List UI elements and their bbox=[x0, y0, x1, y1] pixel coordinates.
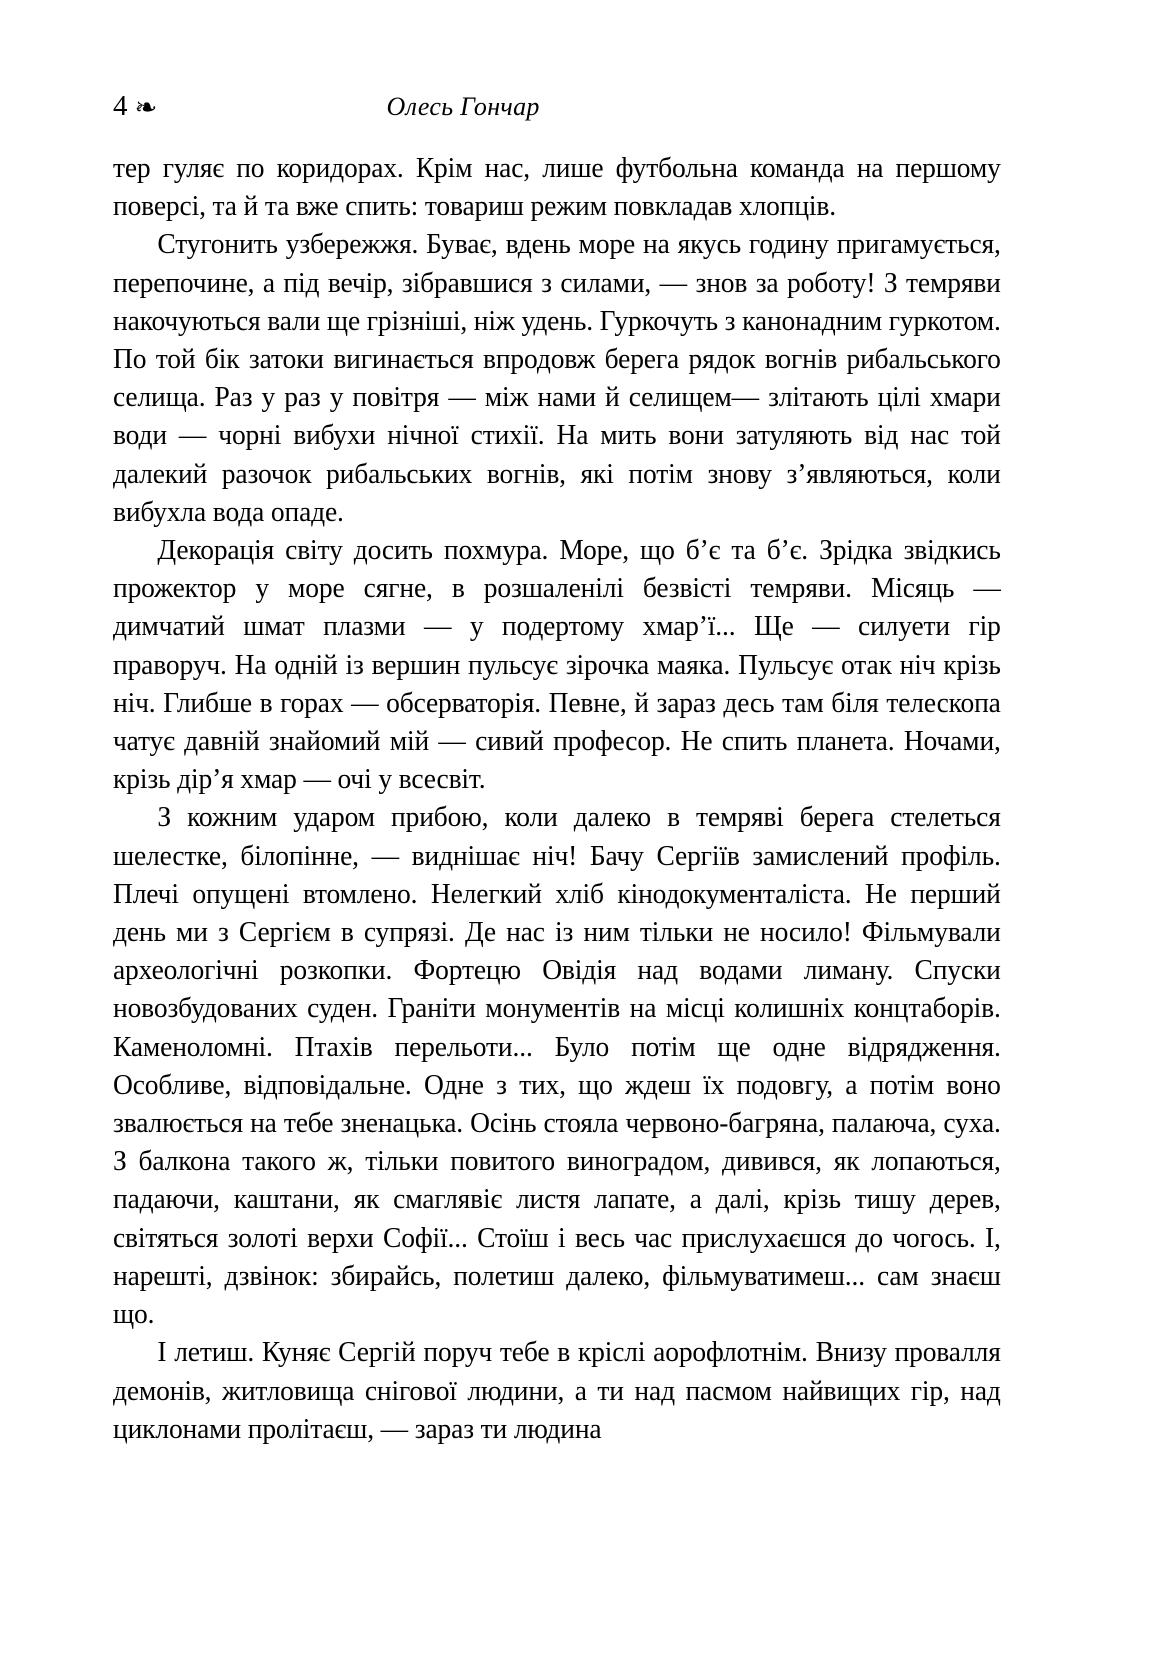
paragraph-text: Декорація світу досить похмура. Море, що б’є та б’є. Зрідка звідкись прожектор у море сягне, в розшаленілі безвісті темряви. Місяць — димчатий шмат плазми — у подертому хмар’ї... Ще — силуети гір праворуч. На одній із вершин пульсує зірочка маяка. Пульсує отак ніч крізь ніч. Глибше в горах — обсерваторія. Певне, й зараз десь там біля телескопа чатує давній знайомий мій — сивий професор. Не спить планета. Ночами, крізь дір’я хмар — очі у всесвіт. bbox=[113, 535, 1001, 796]
folio-group bbox=[113, 92, 156, 121]
paragraph bbox=[113, 150, 1001, 226]
paragraph-text: І летиш. Куняє Сергій поруч тебе в кріслі аорофлотнім. Внизу провалля демонів, житловища снігової людини, а ти над пасмом найвищих гір, над циклонами пролітаєш, — зараз ти людина bbox=[113, 1337, 1001, 1445]
paragraph bbox=[113, 226, 1001, 532]
running-head bbox=[113, 92, 1000, 132]
paragraph-text: Стугонить узбережжя. Буває, вдень море на якусь годину пригамується, перепочине, а під вечір, зібравшися з силами, — знов за роботу! З темряви накочуються вали ще грізніші, ніж удень. Гуркочуть з канонадним гуркотом. По той бік затоки вигинається впродовж берега рядок вогнів рибальського селища. Раз у раз у повітря — між нами й селищем— злітають цілі хмари води — чорні вибухи нічної стихії. На мить вони затуляють від нас той далекий разочок рибальських вогнів, які потім знову з’являються, коли вибухла вода опаде. bbox=[113, 229, 1001, 528]
page-number: 4 bbox=[113, 90, 128, 122]
fleuron-ornament-icon: ❧ bbox=[133, 92, 157, 122]
paragraph-text: тер гуляє по коридорах. Крім нас, лише футбольна команда на першому поверсі, та й та вже спить: товариш режим повкладав хлопців. bbox=[113, 153, 1001, 223]
running-head-author: Олесь Гончар bbox=[386, 92, 540, 121]
paragraph bbox=[113, 532, 1001, 799]
paragraph bbox=[113, 799, 1001, 1334]
paragraph bbox=[113, 1334, 1001, 1449]
body-text-block bbox=[113, 150, 1001, 1449]
paragraph-text: З кожним ударом прибою, коли далеко в темряві берега стелеться шелестке, білопінне, — виднішає ніч! Бачу Сергіїв замислений профіль. Плечі опущені втомлено. Нелегкий хліб кінодокументаліста. Не перший день ми з Сергієм в супрязі. Де нас із ним тільки не носило! Фільмували археологічні розкопки. Фортецю Овідія над водами лиману. Спуски новозбудованих суден. Граніти монументів на місці колишніх концтаборів. Каменоломні. Птахів перельоти... Було потім ще одне відрядження. Особливе, відповідальне. Одне з тих, що ждеш їх подовгу, а потім воно звалюється на тебе зненацька. Осінь стояла червоно-багряна, палаюча, суха. З балкона такого ж, тільки повитого виноградом, дивився, як лопаються, падаючи, каштани, як смаглявіє листя лапате, а далі, крізь тишу дерев, світяться золоті верхи Софії... Стоїш і весь час прислухаєшся до чогось. І, нарешті, дзвінок: збирайсь, полетиш далеко, фільмуватимеш... сам знаєш що. bbox=[113, 802, 1001, 1331]
